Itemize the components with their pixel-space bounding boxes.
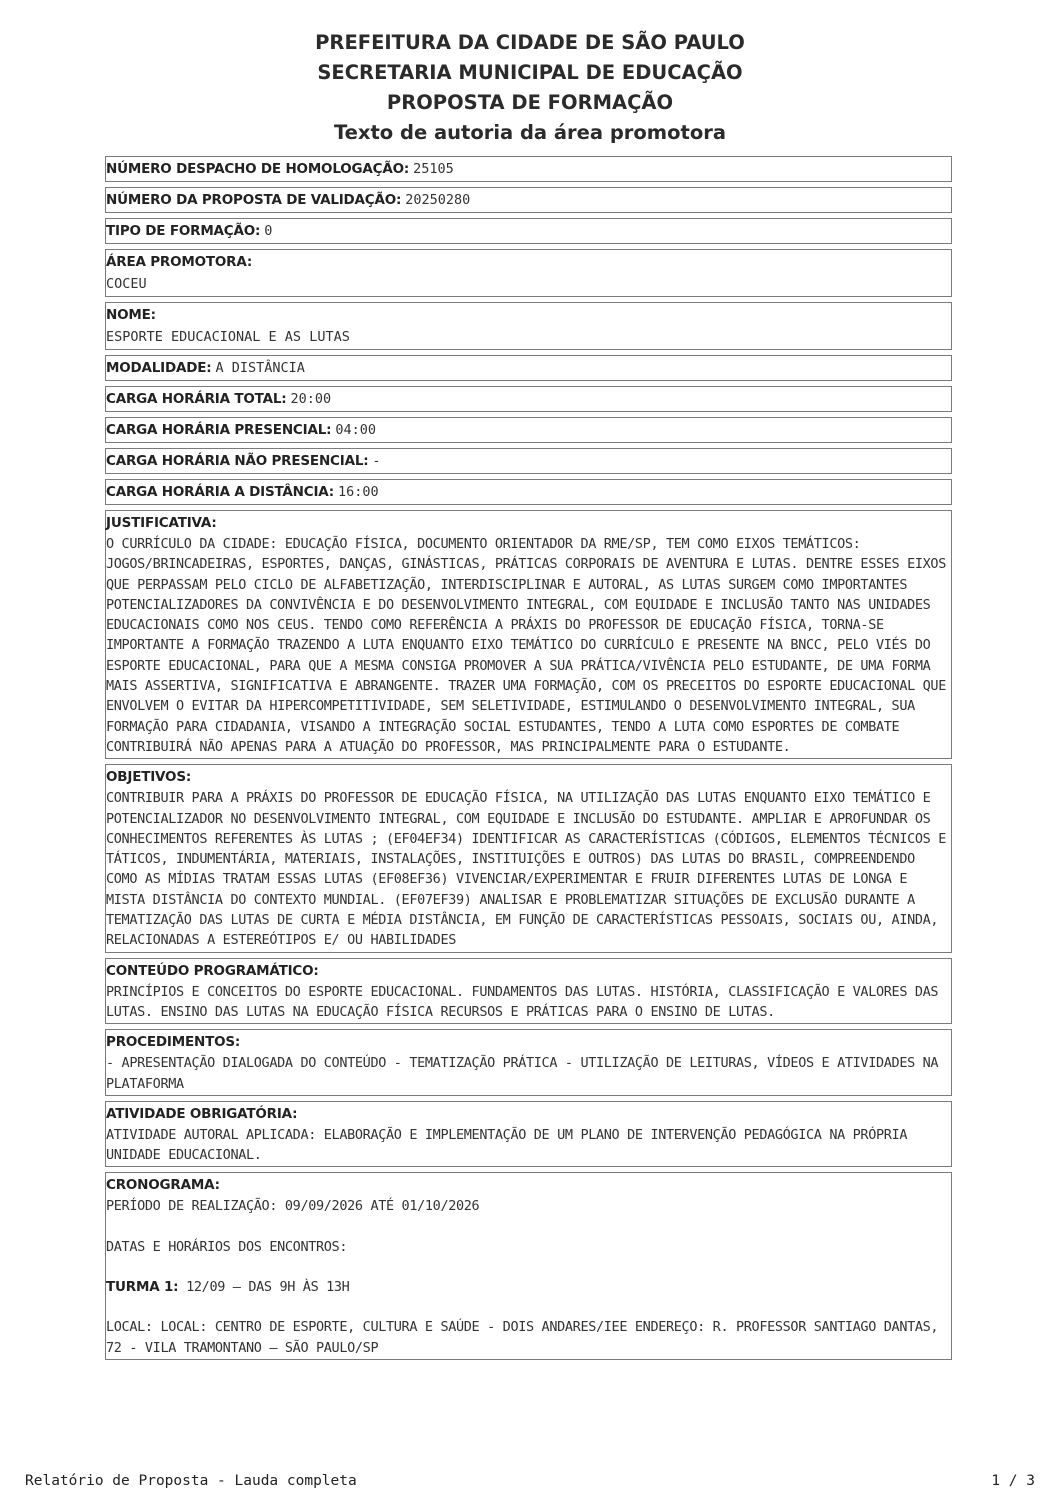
modalidade-label: MODALIDADE:	[106, 360, 212, 376]
field-nome	[105, 302, 952, 350]
header-subtitle: Texto de autoria da área promotora	[333, 121, 727, 144]
procedimentos-value: - APRESENTAÇÃO DIALOGADA DO CONTEÚDO - TEMATIZAÇÃO PRÁTICA - UTILIZAÇÃO DE LEITURAS, VÍDEOS E ATIVIDADES NA PLATAFORMA	[106, 1055, 946, 1092]
despacho-value: 25105	[413, 161, 454, 177]
footer-page-number: 1 / 3	[991, 1473, 1035, 1489]
cronograma-local: LOCAL: LOCAL: CENTRO DE ESPORTE, CULTURA E SAÚDE - DOIS ANDARES/IEE ENDEREÇO: R. PROFESSOR SANTIAGO DANTAS, 72 - VILA TRAMONTANO – SÃO PAULO/SP	[106, 1319, 946, 1356]
field-area	[105, 249, 952, 297]
field-cronograma	[105, 1172, 952, 1359]
field-despacho	[105, 156, 952, 182]
conteudo-value: PRINCÍPIOS E CONCEITOS DO ESPORTE EDUCACIONAL. FUNDAMENTOS DAS LUTAS. HISTÓRIA, CLASSIFICAÇÃO E VALORES DAS LUTAS. ENSINO DAS LUTAS NA EDUCAÇÃO FÍSICA RECURSOS E PRÁTICAS PARA O ENSINO DE LUTAS.	[106, 983, 946, 1020]
proposta-value: 20250280	[405, 192, 471, 208]
ch-presencial-label: CARGA HORÁRIA PRESENCIAL:	[106, 422, 332, 438]
field-ch-nao-presencial	[105, 448, 952, 474]
field-modalidade	[105, 355, 952, 381]
field-justificativa	[105, 510, 952, 759]
footer-report-title: Relatório de Proposta - Lauda completa	[25, 1473, 357, 1489]
ch-nao-presencial-label: CARGA HORÁRIA NÃO PRESENCIAL:	[106, 453, 369, 469]
justificativa-value: O CURRÍCULO DA CIDADE: EDUCAÇÃO FÍSICA, DOCUMENTO ORIENTADOR DA RME/SP, TEM COMO EIXOS TEMÁTICOS: JOGOS/BRINCADEIRAS, ESPORTES, DANÇAS, GINÁSTICAS, PRÁTICAS CORPORAIS DE AVENTURA E LUTAS. DENTRE ESSES EIXOS QUE PERPASSAM PELO CICLO DE ALFABETIZAÇÃO, INTERDISCIPLINAR E AUTORAL, AS LUTAS SURGEM COMO IMPORTANTES POTENCIALIZADORES DA CONVIVÊNCIA E DO DESENVOLVIMENTO INTEGRAL, COM EQUIDADE E INCLUSÃO TANTO NAS UNIDADES EDUCACIONAIS COMO NOS CEUS. TENDO COMO REFERÊNCIA A PRÁXIS DO PROFESSOR DE EDUCAÇÃO FÍSICA, TORNA-SE IMPORTANTE A FORMAÇÃO TRAZENDO A LUTA ENQUANTO EIXO TEMÁTICO DO CURRÍCULO E PRESENTE NA BNCC, PELO VIÉS DO ESPORTE EDUCACIONAL, PARA QUE A MESMA CONSIGA PROMOVER A SUA PRÁTICA/VIVÊNCIA PELO ESTUDANTE, DE UMA FORMA MAIS ASSERTIVA, SIGNIFICATIVA E ABRANGENTE. TRAZER UMA FORMAÇÃO, COM OS PRECEITOS DO ESPORTE EDUCACIONAL QUE ENVOLVEM O EVITAR DA HIPERCOMPETITIVIDADE, SEM SELETIVIDADE, ESTIMULANDO O DESENVOLVIMENTO INTEGRAL, SUA FORMAÇÃO PARA CIDADANIA, VISANDO A INTEGRAÇÃO SOCIAL ESTUDANTES, TENDO A LUTA COMO ESPORTES DE COMBATE CONTRIBUIRÁ NÃO APENAS PARA A ATUAÇÃO DO PROFESSOR, MAS PRINCIPALMENTE PARA O ESTUDANTE.	[106, 536, 954, 755]
ch-presencial-value: 04:00	[335, 422, 376, 438]
ch-distancia-value: 16:00	[338, 484, 379, 500]
turma-label: TURMA 1:	[106, 1279, 179, 1296]
area-value: COCEU	[106, 276, 147, 292]
field-atividade	[105, 1101, 952, 1168]
field-tipo	[105, 218, 952, 244]
nome-label: NOME:	[106, 307, 156, 323]
tipo-value: 0	[264, 223, 273, 239]
ch-nao-presencial-value: -	[372, 453, 381, 469]
field-ch-distancia	[105, 479, 952, 505]
spacer	[106, 1297, 951, 1317]
ch-total-label: CARGA HORÁRIA TOTAL:	[106, 391, 287, 407]
cronograma-periodo: PERÍODO DE REALIZAÇÃO: 09/09/2026 ATÉ 01/10/2026	[106, 1198, 480, 1215]
tipo-label: TIPO DE FORMAÇÃO:	[106, 223, 261, 239]
despacho-label: NÚMERO DESPACHO DE HOMOLOGAÇÃO:	[106, 161, 410, 177]
document-header	[0, 28, 1060, 148]
field-ch-total	[105, 386, 952, 412]
procedimentos-label: PROCEDIMENTOS:	[106, 1034, 241, 1051]
atividade-value: ATIVIDADE AUTORAL APLICADA: ELABORAÇÃO E IMPLEMENTAÇÃO DE UM PLANO DE INTERVENÇÃO PEDAGÓGICA NA PRÓPRIA UNIDADE EDUCACIONAL.	[106, 1126, 915, 1164]
field-ch-presencial	[105, 417, 952, 443]
field-procedimentos	[105, 1029, 952, 1096]
cronograma-datas: DATAS E HORÁRIOS DOS ENCONTROS:	[106, 1238, 348, 1255]
header-prefeitura: PREFEITURA DA CIDADE DE SÃO PAULO	[315, 31, 745, 54]
ch-total-value: 20:00	[290, 391, 332, 407]
justificativa-label: JUSTIFICATIVA:	[106, 515, 217, 531]
proposta-label: NÚMERO DA PROPOSTA DE VALIDAÇÃO:	[106, 192, 402, 208]
field-conteudo	[105, 958, 952, 1025]
modalidade-value: A DISTÂNCIA	[215, 360, 305, 376]
atividade-label: ATIVIDADE OBRIGATÓRIA:	[106, 1105, 298, 1122]
spacer	[106, 1257, 951, 1277]
cronograma-label: CRONOGRAMA:	[106, 1177, 220, 1194]
header-proposta: PROPOSTA DE FORMAÇÃO	[386, 91, 674, 114]
conteudo-label: CONTEÚDO PROGRAMÁTICO:	[106, 962, 319, 979]
cronograma-turma	[106, 1277, 951, 1297]
ch-distancia-label: CARGA HORÁRIA A DISTÂNCIA:	[106, 484, 334, 500]
spacer	[106, 1217, 951, 1237]
header-secretaria: SECRETARIA MUNICIPAL DE EDUCAÇÃO	[317, 61, 743, 84]
area-label: ÁREA PROMOTORA:	[106, 254, 253, 270]
field-objetivos	[105, 764, 952, 952]
field-proposta	[105, 187, 952, 213]
objetivos-value: CONTRIBUIR PARA A PRÁXIS DO PROFESSOR DE EDUCAÇÃO FÍSICA, NA UTILIZAÇÃO DAS LUTAS ENQUANTO EIXO TEMÁTICO E POTENCIALIZADOR NO DESENVOLVIMENTO INTEGRAL, COM EQUIDADE E INCLUSÃO DO ESTUDANTE. AMPLIAR E APROFUNDAR OS CONHECIMENTOS REFERENTES ÀS LUTAS ; (EF04EF34) IDENTIFICAR AS CARACTERÍSTICAS (CÓDIGOS, ELEMENTOS TÉCNICOS E TÁTICOS, INDUMENTÁRIA, MATERIAIS, INSTALAÇÕES, INSTITUIÇÕES E OUTROS) DAS LUTAS DO BRASIL, COMPREENDENDO COMO AS MÍDIAS TRATAM ESSAS LUTAS (EF08EF36) VIVENCIAR/EXPERIMENTAR E FRUIR DIFERENTES LUTAS DE LONGA E MISTA DISTÂNCIA DO CONTEXTO MUNDIAL. (EF07EF39) ANALISAR E PROBLEMATIZAR SITUAÇÕES DE EXCLUSÃO DURANTE A TEMATIZAÇÃO DAS LUTAS DE CURTA E MÉDIA DISTÂNCIA, EM FUNÇÃO DE CARACTERÍSTICAS PESSOAIS, SOCIAIS OU, AINDA, RELACIONADAS A ESTEREÓTIPOS E/ OU HABILIDADES	[106, 790, 954, 949]
objetivos-label: OBJETIVOS:	[106, 769, 192, 786]
turma-value: 12/09 – DAS 9H ÀS 13H	[186, 1279, 350, 1296]
nome-value: ESPORTE EDUCACIONAL E AS LUTAS	[106, 329, 350, 345]
form-content	[105, 156, 952, 1365]
